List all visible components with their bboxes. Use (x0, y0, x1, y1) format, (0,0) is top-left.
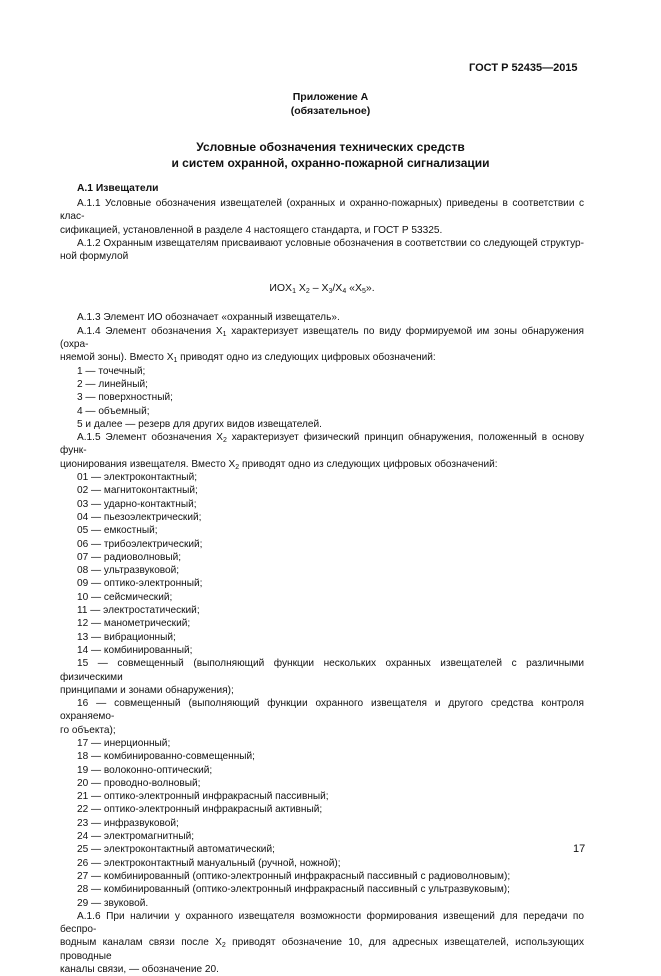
list-item: 25 — электроконтактный автоматический; (77, 844, 275, 856)
list-item: 21 — оптико-электронный инфракрасный пассивный; (77, 791, 329, 803)
paragraph-a16-line3: каналы связи, — обозначение 20. (60, 964, 219, 976)
paragraph-a14-line2: няемой зоны). Вместо $X_1$ приводят одно из следующих цифровых обозначений: (60, 352, 436, 365)
paragraph-a11-line2: сификацией, установленной в разделе 4 настоящего стандарта, и ГОСТ Р 53325. (60, 224, 443, 236)
list-item: 13 — вибрационный; (77, 631, 176, 643)
list-item: 08 — ультразвуковой; (77, 565, 180, 577)
document-title (0, 140, 661, 171)
list-item: 02 — магнитоконтактный; (77, 485, 198, 497)
paragraph-a12-line1: А.1.2 Охранным извещателям присваивают условные обозначения в соответствии со следующей структур- (77, 237, 584, 249)
list-item: 20 — проводно-волновый; (77, 777, 201, 789)
appendix-heading (0, 90, 661, 118)
list-item: 27 — комбинированный (оптико-электронный инфракрасный пассивный с радиоволновым); (77, 870, 511, 882)
list-item: 04 — пьезоэлектрический; (77, 511, 202, 523)
list-item-16-line2: го объекта); (60, 724, 116, 736)
list-item: 05 — емкостный; (77, 525, 158, 537)
paragraph-a14-line1: А.1.4 Элемент обозначения $X_1$ характеризует извещатель по виду формируемой им зоны обнаружения (охра- (60, 325, 584, 351)
paragraph-a16-line2: водным каналам связи после $X_2$ приводят обозначение 10, для адресных извещателей, использующих проводные (60, 937, 584, 962)
list-item: 28 — комбинированный (оптико-электронный инфракрасный пассивный с ультразвуковым); (77, 884, 510, 896)
structural-formula: $ИОX_1$ $X_2 - X_3/X_4$ «$X_5$». (269, 282, 375, 296)
list-item: 19 — волоконно-оптический; (77, 764, 213, 776)
list-item: 01 — электроконтактный; (77, 472, 198, 484)
list-item: 1 — точечный; (77, 365, 146, 377)
title-line-2: и систем охранной, охранно-пожарной сигнализации (171, 155, 490, 170)
page-number: 17 (573, 843, 586, 855)
document-body (60, 197, 584, 976)
standard-number: ГОСТ Р 52435—2015 (469, 62, 578, 74)
list-item: 3 — поверхностный; (77, 392, 173, 404)
list-item: 11 — электростатический; (77, 605, 200, 617)
list-item: 18 — комбинированно-совмещенный; (77, 751, 255, 763)
paragraph-a14-reserve: 5 и далее — резерв для других видов извещателей. (77, 418, 322, 430)
appendix-note: (обязательное) (290, 105, 371, 117)
paragraph-a16-line1: А.1.6 При наличии у охранного извещателя возможности формирования извещений для передачи по беспро- (60, 910, 584, 936)
list-item-15-line1: 15 — совмещенный (выполняющий функции нескольких охранных извещателей с различными физическими (60, 658, 584, 683)
list-item: 29 — звуковой. (77, 897, 149, 909)
list-item: 24 — электромагнитный; (77, 831, 195, 843)
list-item: 14 — комбинированный; (77, 644, 193, 656)
list-item: 09 — оптико-электронный; (77, 578, 203, 590)
list-item: 22 — оптико-электронный инфракрасный активный; (77, 804, 323, 816)
list-item: 26 — электроконтактный мануальный (ручной, ножной); (77, 857, 341, 869)
section-heading: А.1 Извещатели (77, 183, 159, 194)
list-item: 4 — объемный; (77, 405, 150, 417)
principle-list (60, 471, 584, 910)
list-item: 10 — сейсмический; (77, 591, 173, 603)
list-item: 06 — трибоэлектрический; (77, 538, 203, 550)
list-item: 12 — манометрический; (77, 618, 191, 630)
list-item: 2 — линейный; (77, 378, 148, 390)
paragraph-a13: А.1.3 Элемент ИО обозначает «охранный извещатель». (77, 312, 340, 324)
list-item: 17 — инерционный; (77, 737, 171, 749)
zone-type-list (60, 365, 584, 418)
list-item-15-line2: принципами и зонами обнаружения); (60, 684, 234, 696)
list-item: 07 — радиоволновый; (77, 551, 182, 563)
title-line-1: Условные обозначения технических средств (196, 140, 465, 154)
list-item: 03 — ударно-контактный; (77, 498, 197, 510)
list-item-16-line1: 16 — совмещенный (выполняющий функции охранного извещателя и другого средства контроля охраняемо- (60, 698, 584, 723)
paragraph-a12-line2: ной формулой (60, 251, 129, 263)
list-item: 23 — инфразвуковой; (77, 817, 179, 829)
appendix-title: Приложение А (292, 91, 369, 103)
paragraph-a11-line1: А.1.1 Условные обозначения извещателей (охранных и охранно-пожарных) приведены в соответствии с клас- (60, 198, 584, 223)
paragraph-a15-line2: ционирования извещателя. Вместо $X_2$ приводят одно из следующих цифровых обозначений: (60, 458, 498, 471)
paragraph-a15-line1: А.1.5 Элемент обозначения $X_2$ характеризует физический принцип обнаружения, положенный в основу функ- (60, 432, 584, 457)
